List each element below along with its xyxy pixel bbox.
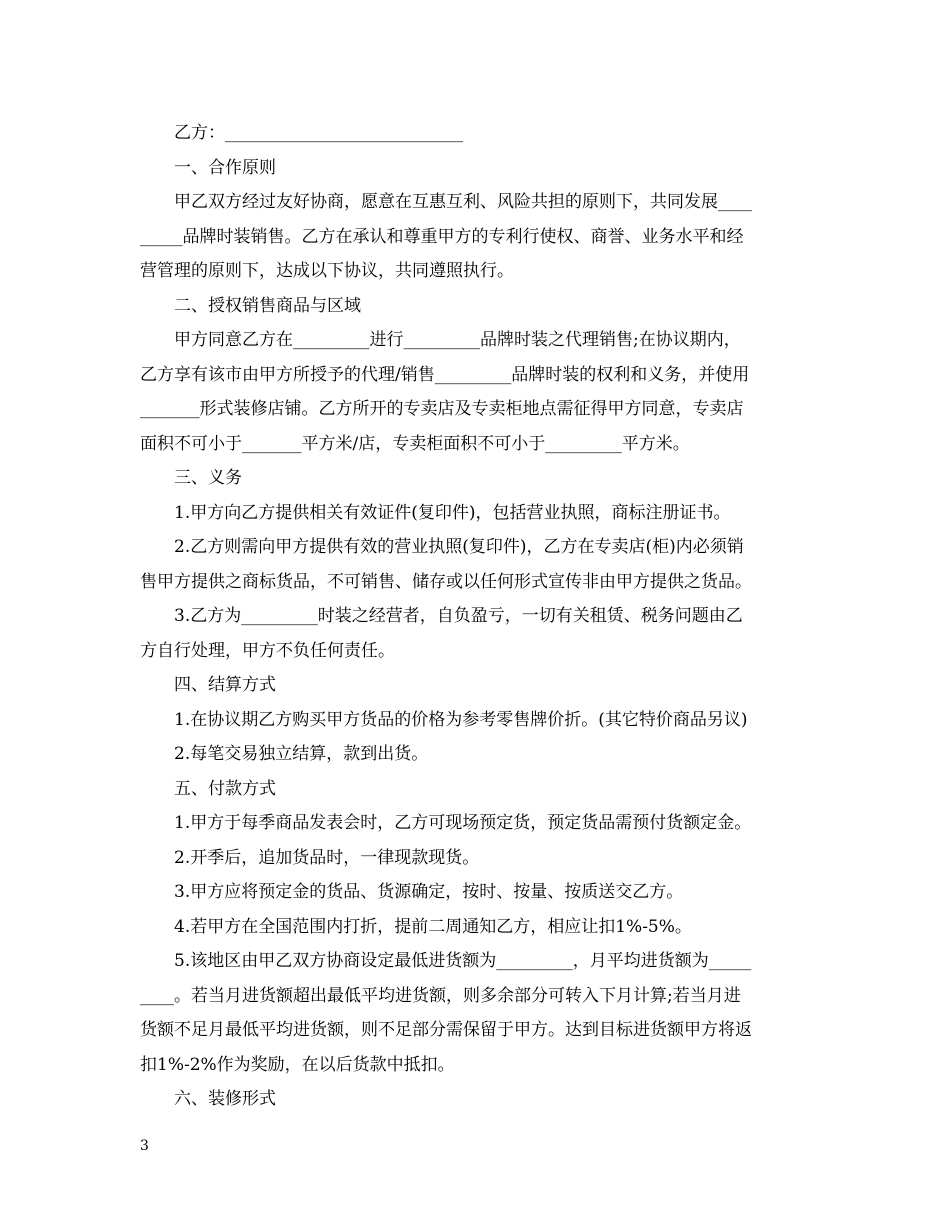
paragraph-line: 面积不可小于_______平方米/店，专卖柜面积不可小于_________平方米。 (140, 433, 690, 454)
clause-line: 3.甲方应将预定金的货品、货源确定，按时、按量、按质送交乙方。 (174, 882, 684, 902)
paragraph-line: 甲方同意乙方在_________进行_________品牌时装之代理销售;在协议期内， (174, 330, 741, 350)
party-b-line: 乙方：____________________________ (174, 123, 463, 143)
section-heading-cooperation: 一、合作原则 (174, 157, 276, 178)
clause-line: 4.若甲方在全国范围内打折，提前二周通知乙方，相应让扣1%-5%。 (174, 916, 692, 937)
clause-line: 方自行处理，甲方不负任何责任。 (140, 640, 395, 661)
section-heading-payment: 五、付款方式 (174, 778, 276, 799)
section-heading-decoration: 六、装修形式 (174, 1089, 276, 1109)
clause-line: 5.该地区由甲乙双方协商设定最低进货额为_________，月平均进货额为_____ (174, 951, 752, 971)
paragraph-line: 乙方享有该市由甲方所授予的代理/销售_________品牌时装的权利和义务，并使用 (140, 364, 750, 385)
clause-line: ____。若当月进货额超出最低平均进货额，则多余部分可转入下月计算;若当月进 (140, 985, 741, 1006)
clause-line: 2.开季后，追加货品时，一律现款现货。 (174, 847, 480, 868)
clause-line: 售甲方提供之商标货品，不可销售、储存或以任何形式宣传非由甲方提供之货品。 (140, 571, 752, 592)
paragraph-line: _______形式装修店铺。乙方所开的专卖店及专卖柜地点需征得甲方同意，专卖店 (140, 399, 744, 419)
page-number: 3 (140, 1138, 149, 1154)
section-heading-authorization: 二、授权销售商品与区域 (174, 295, 361, 316)
clause-line: 2.每笔交易独立结算，款到出货。 (174, 744, 429, 764)
clause-line: 3.乙方为_________时装之经营者，自负盈亏，一切有关租赁、税务问题由乙 (174, 606, 743, 626)
paragraph-line: 甲乙双方经过友好协商，愿意在互惠互利、风险共担的原则下，共同发展____ (174, 192, 752, 212)
document-body (140, 116, 812, 1117)
clause-line: 货额不足月最低平均进货额，则不足部分需保留于甲方。达到目标进货额甲方将返 (140, 1020, 752, 1040)
section-heading-obligations: 三、义务 (174, 468, 242, 488)
clause-line: 扣1%-2%作为奖励，在以后货款中抵扣。 (140, 1054, 455, 1075)
paragraph-line: _____品牌时装销售。乙方在承认和尊重甲方的专利行使权、商誉、业务水平和经 (140, 226, 744, 247)
clause-line: 1.甲方于每季商品发表会时，乙方可现场预定货，预定货品需预付货额定金。 (174, 813, 752, 833)
clause-line: 1.在协议期乙方购买甲方货品的价格为参考零售牌价折。(其它特价商品另议) (174, 709, 748, 730)
clause-line: 2.乙方则需向甲方提供有效的营业执照(复印件)，乙方在专卖店(柜)内必须销 (174, 537, 744, 557)
paragraph-line: 营管理的原则下，达成以下协议，共同遵照执行。 (140, 261, 514, 281)
section-heading-settlement: 四、结算方式 (174, 675, 276, 695)
clause-line: 1.甲方向乙方提供相关有效证件(复印件)，包括营业执照，商标注册证书。 (174, 502, 731, 523)
